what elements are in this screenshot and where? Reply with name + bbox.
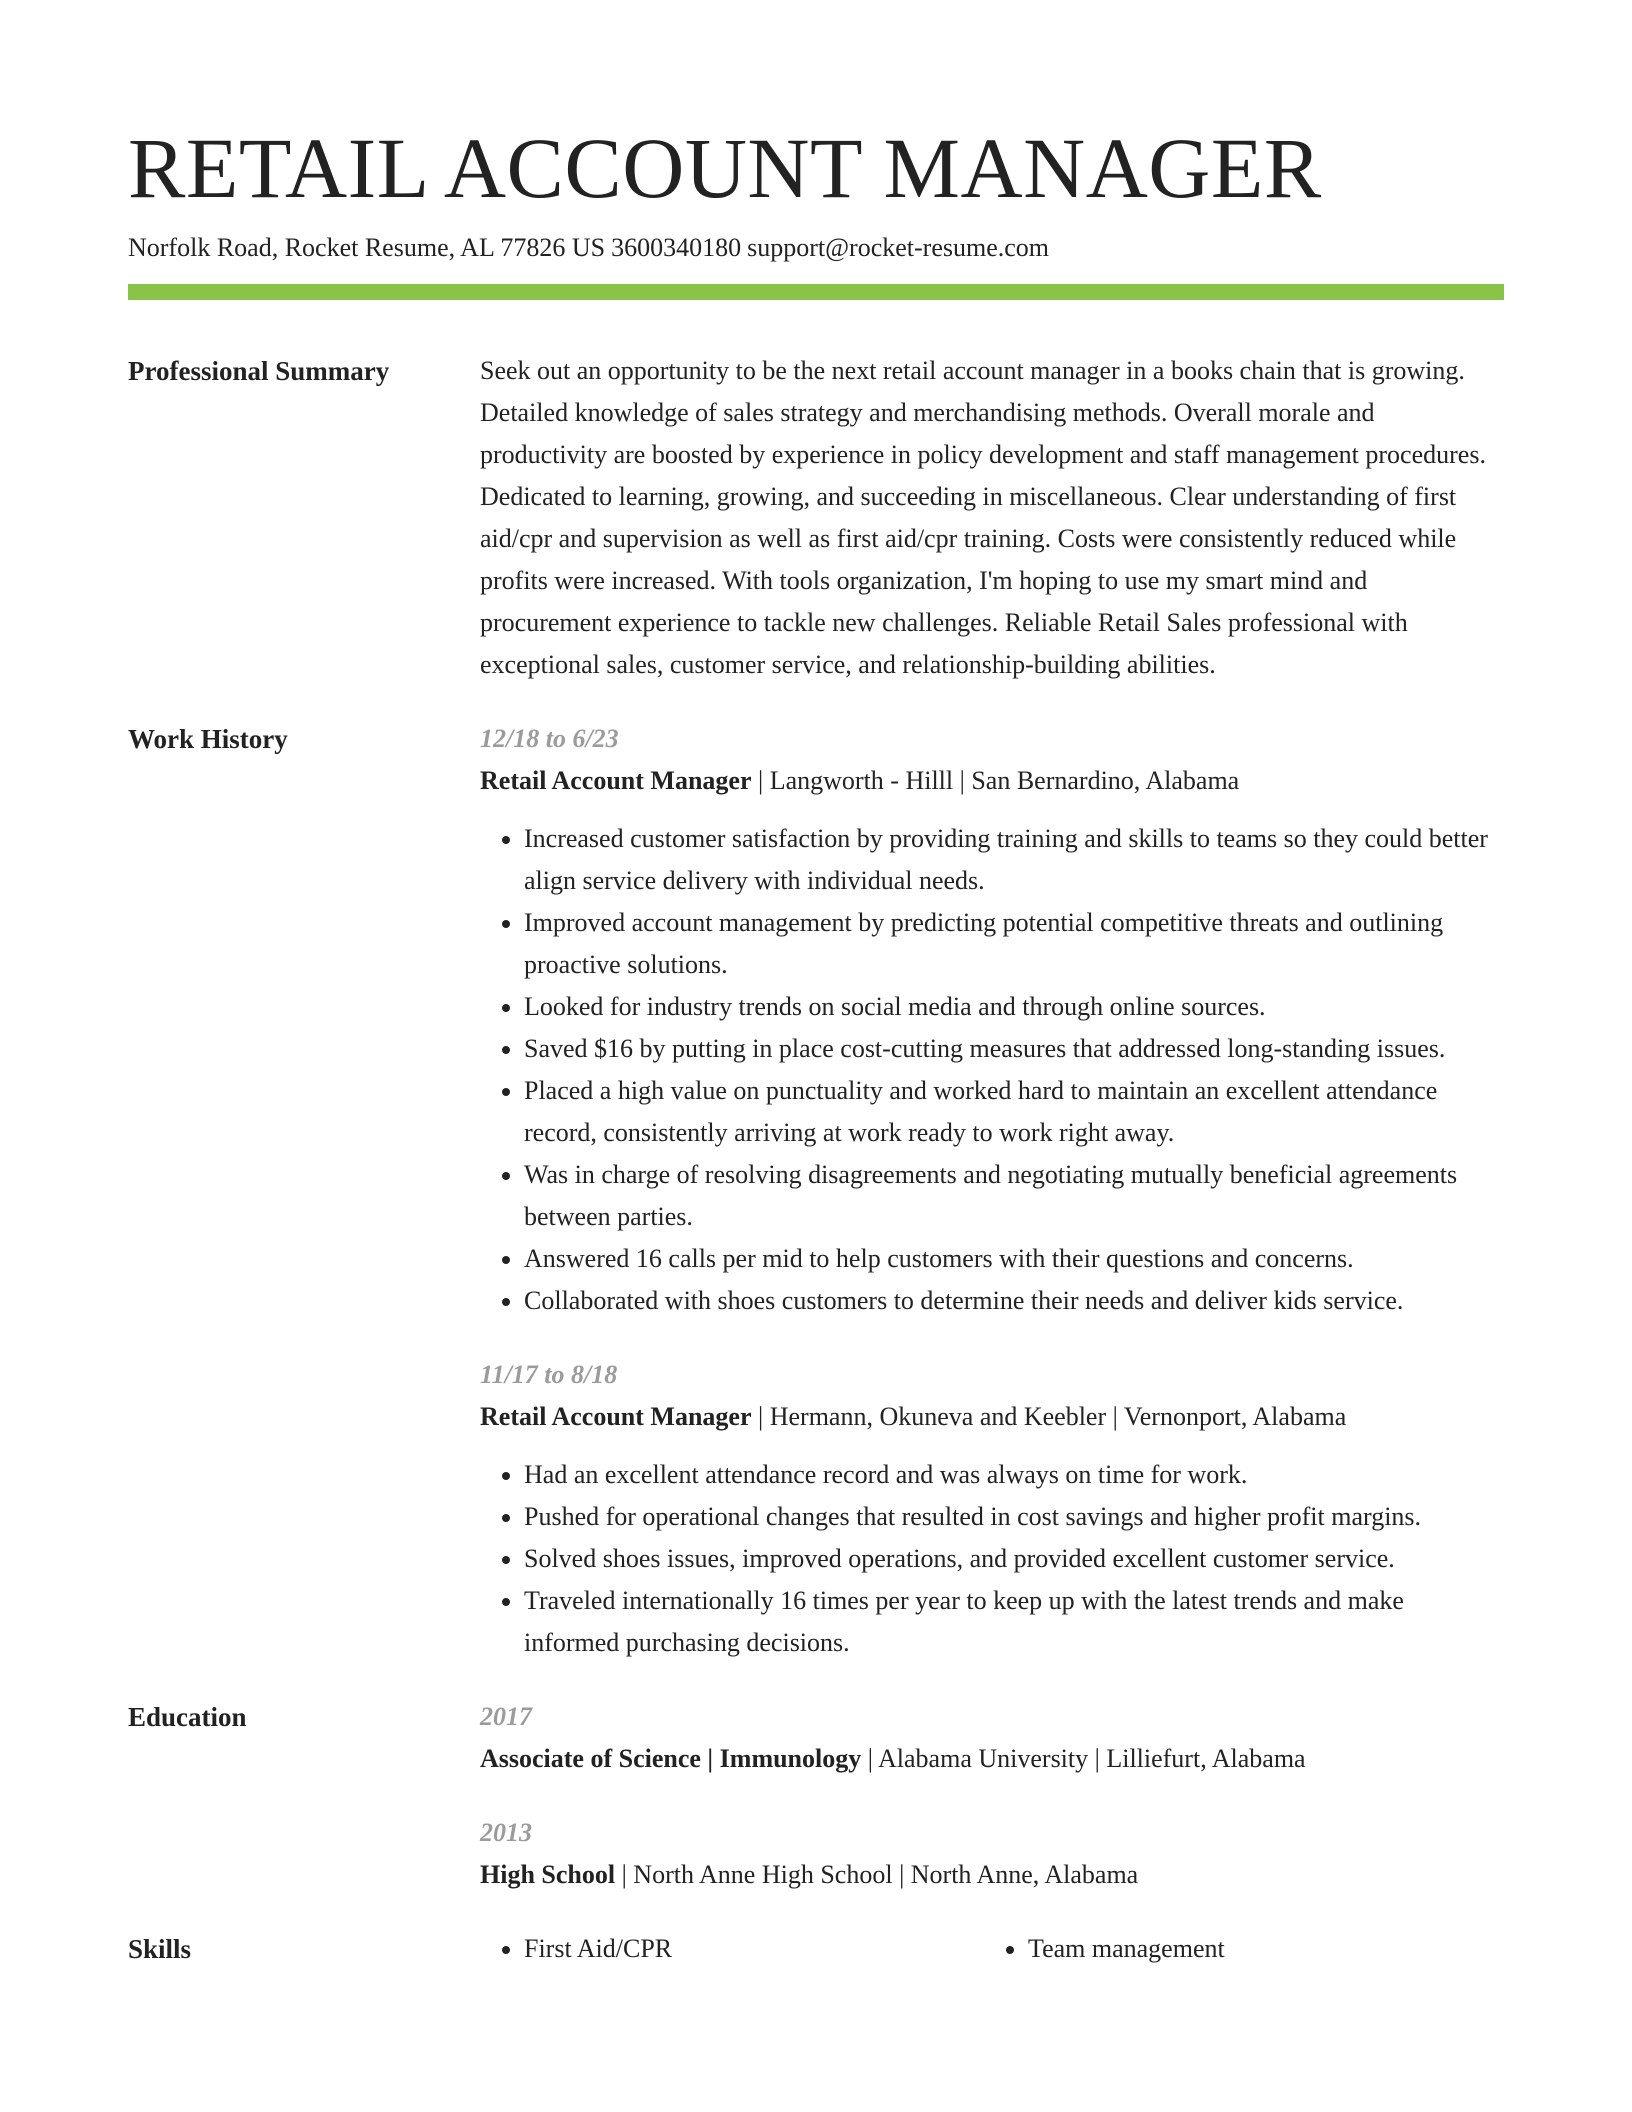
job-dates: 11/17 to 8/18 [480,1360,618,1389]
section-heading: Work History [128,724,288,754]
list-item: • Was in charge of resolving disagreements and negotiating mutually beneficial agreements between parties. [524,1154,1504,1238]
job-bullets [480,818,1504,1322]
candidate-title: RETAIL ACCOUNT MANAGER [128,120,1322,216]
contact-line [128,232,1504,264]
work-entries [480,718,1504,1664]
list-item: • Pushed for operational changes that resulted in cost savings and higher profit margins. [524,1496,1504,1538]
job-employer: | Langworth - Hilll | San Bernardino, Alabama [751,766,1240,795]
education-entry [480,1812,1504,1896]
job-role: Retail Account Manager [480,766,752,795]
list-item: • Placed a high value on punctuality and worked hard to maintain an excellent attendance record, consistently arriving at work ready to work right away. [524,1070,1504,1154]
job-bullets [480,1454,1504,1664]
skill-item: • First Aid/CPR [524,1928,984,1970]
email-text: support@rocket-resume.com [747,233,1050,262]
school-details: | Alabama University | Lilliefurt, Alabama [861,1744,1306,1773]
school-details: | North Anne High School | North Anne, Alabama [615,1860,1139,1889]
education-entry [480,1696,1504,1780]
skills-list-right [984,1928,1488,1970]
phone-text: 3600340180 [611,233,742,262]
list-item: • Looked for industry trends on social media and through online sources. [524,986,1504,1028]
summary-text: Seek out an opportunity to be the next retail account manager in a books chain that is growing. Detailed knowledge of sales strategy and merchandising methods. Overall morale and productivity are boosted by experience in policy development and staff management procedures. Dedicated to learning, growing, and succeeding in miscellaneous. Clear understanding of first aid/cpr and supervision as well as first aid/cpr training. Costs were consistently reduced while profits were increased. With tools organization, I'm hoping to use my smart mind and procurement experience to tackle new challenges. Reliable Retail Sales professional with exceptional sales, customer service, and relationship-building abilities. [480,356,1486,679]
list-item: • Solved shoes issues, improved operations, and provided excellent customer service. [524,1538,1504,1580]
job-employer: | Hermann, Okuneva and Keebler | Vernonport, Alabama [751,1402,1347,1431]
education-section [128,1696,1504,1896]
list-item: • Improved account management by predicting potential competitive threats and outlining proactive solutions. [524,902,1504,986]
list-item: • Saved $16 by putting in place cost-cutting measures that addressed long-standing issues. [524,1028,1504,1070]
list-item: • Collaborated with shoes customers to determine their needs and deliver kids service. [524,1280,1504,1322]
section-heading: Skills [128,1934,192,1964]
education-year: 2017 [480,1702,532,1731]
list-item: • Answered 16 calls per mid to help customers with their questions and concerns. [524,1238,1504,1280]
skills-section [128,1928,1504,1970]
education-entries [480,1696,1504,1896]
address-text: Norfolk Road, Rocket Resume, AL 77826 US [128,233,606,262]
job-dates: 12/18 to 6/23 [480,724,619,753]
section-heading: Education [128,1702,247,1732]
list-item: • Had an excellent attendance record and was always on time for work. [524,1454,1504,1496]
education-line [480,1854,1504,1896]
education-year: 2013 [480,1818,532,1847]
work-history-section [128,718,1504,1664]
job-role: Retail Account Manager [480,1402,752,1431]
summary-section [128,350,1504,686]
list-item: • Increased customer satisfaction by providing training and skills to teams so they could better align service delivery with individual needs. [524,818,1504,902]
skills-columns [480,1928,1504,1970]
job-title-line [480,760,1504,802]
job-title-line [480,1396,1504,1438]
list-item: • Traveled internationally 16 times per year to keep up with the latest trends and make informed purchasing decisions. [524,1580,1504,1664]
job-entry [480,1354,1504,1664]
job-entry [480,718,1504,1322]
education-line [480,1738,1504,1780]
section-heading: Professional Summary [128,356,390,386]
degree-name: Associate of Science | Immunology [480,1744,862,1773]
resume-page [128,0,1504,1970]
skills-list-left [480,1928,984,1970]
skill-item: • Team management [1028,1928,1488,1970]
degree-name: High School [480,1860,616,1889]
accent-divider [128,284,1504,300]
